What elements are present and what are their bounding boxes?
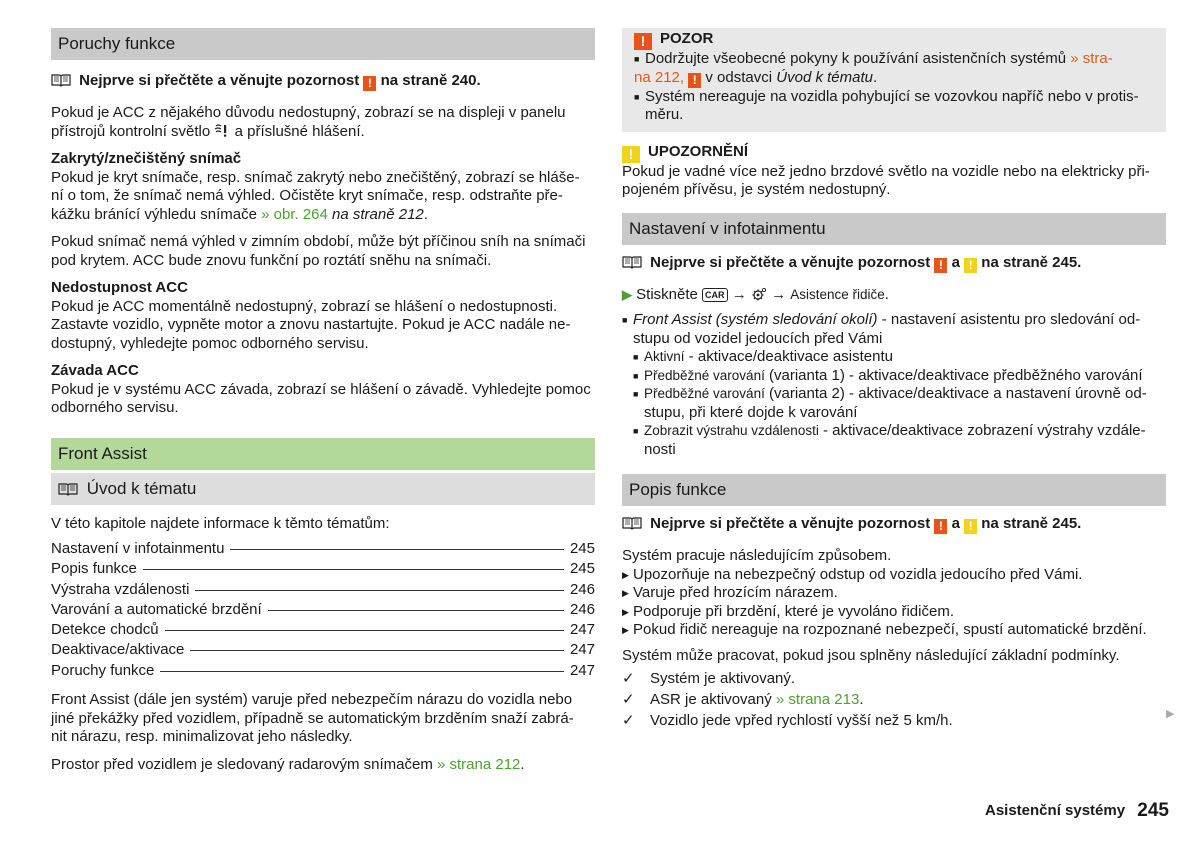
read-first-text: Nejprve si přečtěte a věnujte pozornost xyxy=(650,515,931,532)
zakryty-paragraph xyxy=(51,169,595,225)
prostor-text: Prostor před vozidlem je sledovaný radarovým snímačem xyxy=(51,755,433,773)
nedostupnost-paragraph xyxy=(51,298,595,354)
conjunction: a xyxy=(951,253,960,271)
zavada-paragraph xyxy=(51,381,595,418)
toc-row[interactable] xyxy=(51,540,595,560)
read-first-page: na straně 245. xyxy=(981,253,1082,271)
square-bullet: ■ xyxy=(633,426,639,436)
table-of-contents xyxy=(51,540,595,682)
zavada-line-1: Pokud je v systému ACC závada, zobrazí se hlášení o závadě. Vyhledejte pomoc xyxy=(51,380,591,398)
zavada-heading: Závada ACC xyxy=(51,362,139,379)
footer-section-title: Asistenční systémy xyxy=(985,802,1126,819)
submenu-item[interactable]: Předběžné varování xyxy=(644,386,765,401)
square-bullet: ■ xyxy=(634,54,640,64)
condition-text: ASR je aktivovaný xyxy=(650,691,772,708)
toc-leader xyxy=(268,610,564,611)
book-icon xyxy=(622,255,642,269)
square-bullet: ■ xyxy=(633,370,639,381)
snih-line-1: Pokud snímač nemá výhled v zimním období, může být příčinou sníh na snímači xyxy=(51,233,586,250)
toc-leader xyxy=(190,650,564,651)
toc-label: Poruchy funkce xyxy=(51,661,155,679)
toc-page: 246 xyxy=(569,600,595,618)
read-first-note xyxy=(51,72,595,91)
toc-label: Popis funkce xyxy=(51,560,137,578)
period: . xyxy=(520,755,525,773)
step-text: Stiskněte xyxy=(636,285,698,303)
section-header-popis: Popis funkce xyxy=(622,474,1166,506)
toc-row[interactable] xyxy=(51,662,595,682)
intro-line-2-end: a příslušné hlášení. xyxy=(234,122,365,140)
period: . xyxy=(884,285,889,303)
toc-leader xyxy=(165,630,564,631)
read-first-text: Nejprve si přečtěte a věnujte pozornost xyxy=(650,253,931,271)
page-link[interactable]: » stra- xyxy=(1070,50,1113,67)
condition-item xyxy=(622,710,1166,731)
popis-item-text: Pokud řidič nereaguje na rozpoznané nebezpečí, spustí automatické brzdění. xyxy=(633,621,1147,638)
zakryty-line-1: Pokud je kryt snímače, resp. snímač zakrytý nebo znečištěný, zobrazí se hláše- xyxy=(51,168,580,186)
caution-title-row xyxy=(622,143,1166,163)
toc-leader xyxy=(195,590,564,591)
warning-text: měru. xyxy=(645,106,684,123)
conjunction: a xyxy=(951,515,960,532)
check-icon: ✓ xyxy=(622,712,635,729)
condition-item xyxy=(622,689,1166,710)
warning-icon: ! xyxy=(688,73,701,88)
popis-item xyxy=(622,584,1166,603)
stisknete-step xyxy=(622,286,1166,305)
book-icon xyxy=(622,516,642,530)
snih-paragraph xyxy=(51,233,595,270)
toc-page: 247 xyxy=(569,661,595,679)
fa-line-2: jiné překážky před vozidlem, případně se automatickým brzděním snaží zabrá- xyxy=(51,709,574,727)
warning-icon: ! xyxy=(363,76,376,91)
zakryty-line-2: ní o tom, že snímač nemá výhled. Očistěte kryt snímače, resp. odstraňte pře- xyxy=(51,187,563,204)
intro-paragraph xyxy=(51,104,595,141)
warning-icon: ! xyxy=(934,258,947,273)
toc-intro: V této kapitole najdete informace k těmto tématům: xyxy=(51,514,390,532)
menu-item-desc: - nastavení asistentu pro sledování od- xyxy=(877,311,1141,328)
fa-line-3: nit nárazu, resp. minimalizovat jeho následky. xyxy=(51,728,353,746)
left-column xyxy=(51,28,595,774)
page-link[interactable]: » strana 213 xyxy=(775,691,860,708)
page-number: 245 xyxy=(1137,800,1169,821)
condition-item xyxy=(622,668,1166,689)
toc-row[interactable] xyxy=(51,641,595,661)
toc-row[interactable] xyxy=(51,560,595,580)
prostor-paragraph xyxy=(51,756,595,775)
caution-line-1: Pokud je vadné více než jedno brzdové světlo na vozidle nebo na elektricky při- xyxy=(622,162,1150,180)
section-header-poruchy: Poruchy funkce xyxy=(51,28,595,60)
toc-label: Výstraha vzdálenosti xyxy=(51,580,190,598)
read-first-text: Nejprve si přečtěte a věnujte pozornost xyxy=(79,72,360,89)
submenu-zobrazit xyxy=(622,422,1166,459)
condition-text: Vozidlo jede vpřed rychlostí vyšší než 5 km/h. xyxy=(650,712,953,729)
submenu-desc: - aktivace/deaktivace asistentu xyxy=(684,348,893,365)
front-assist-menu-item xyxy=(622,311,1166,348)
submenu-aktivni xyxy=(622,348,1166,367)
section-header-nastaveni: Nastavení v infotainmentu xyxy=(622,213,1166,245)
warning-text: v odstavci xyxy=(705,68,773,86)
toc-leader xyxy=(160,671,564,672)
uvod-title: Úvod k tématu xyxy=(86,478,197,498)
read-first-note xyxy=(622,254,1166,273)
warning-bullet-1 xyxy=(634,50,1152,88)
toc-leader xyxy=(230,549,564,550)
triangle-bullet: ▶ xyxy=(622,625,629,635)
warning-text: Dodržujte všeobecné pokyny k používání asistenčních systémů xyxy=(645,50,1067,67)
warning-title-row xyxy=(634,30,1152,50)
acc-warning-lamp-icon xyxy=(214,124,230,138)
submenu-item[interactable]: Aktivní xyxy=(644,349,685,364)
page-link[interactable]: » strana 212 xyxy=(437,755,521,773)
section-header-front-assist: Front Assist xyxy=(51,438,595,470)
period: . xyxy=(859,691,864,708)
warning-icon: ! xyxy=(634,33,652,50)
toc-page: 247 xyxy=(569,641,595,659)
submenu-item[interactable]: Zobrazit výstrahu vzdálenosti xyxy=(644,423,819,438)
page-link[interactable]: na 212, xyxy=(634,68,685,86)
figure-link[interactable]: » obr. 264 xyxy=(261,205,328,223)
page-footer xyxy=(985,802,1169,821)
period: . xyxy=(423,205,428,223)
check-icon: ✓ xyxy=(622,691,635,708)
popis-intro: Systém pracuje následujícím způsobem. xyxy=(622,547,892,564)
right-column xyxy=(622,28,1166,731)
submenu-desc: (varianta 2) - aktivace/deaktivace a nastavení úrovně od- xyxy=(764,385,1147,402)
triangle-bullet: ▶ xyxy=(622,606,629,617)
car-button-icon: CAR xyxy=(702,288,728,302)
triangle-bullet: ▶ xyxy=(622,588,629,598)
continue-arrow-icon: ▶ xyxy=(1166,708,1175,720)
nedost-line-1: Pokud je ACC momentálně nedostupný, zobrazí se hlášení o nedostupnosti. xyxy=(51,297,558,315)
nedost-line-3: dostupný, vyhledejte pomoc odborného servisu. xyxy=(51,334,369,352)
snih-line-2: pod krytem. ACC bude znovu funkční po roztátí sněhu na snímači. xyxy=(51,251,492,269)
caution-icon: ! xyxy=(964,258,977,273)
caution-title: UPOZORNĚNÍ xyxy=(648,142,749,160)
check-icon: ✓ xyxy=(622,670,635,687)
square-bullet: ■ xyxy=(633,389,639,399)
toc-label: Varování a automatické brzdění xyxy=(51,600,262,618)
toc-page: 246 xyxy=(569,580,595,598)
caution-icon: ! xyxy=(964,519,977,534)
toc-leader xyxy=(143,569,564,570)
zavada-line-2: odborného servisu. xyxy=(51,399,179,416)
submenu-desc: stupu, při které dojde k varování xyxy=(644,403,858,421)
popis-item xyxy=(622,603,1166,622)
submenu-desc: (varianta 1) - aktivace/deaktivace předběžného varování xyxy=(764,366,1143,384)
book-icon xyxy=(58,482,78,496)
zakryty-line-3: kážku bránící výhledu snímače xyxy=(51,205,257,223)
warning-text: Systém nereaguje na vozidla pohybující se vozovkou napříč nebo v protis- xyxy=(645,87,1139,105)
step-arrow-icon: ▶ xyxy=(622,286,632,302)
submenu-item[interactable]: Předběžné varování xyxy=(644,367,765,383)
square-bullet: ■ xyxy=(622,315,628,325)
toc-row[interactable] xyxy=(51,601,595,621)
warning-icon: ! xyxy=(934,519,947,534)
book-icon xyxy=(51,73,71,87)
read-first-page: na straně 245. xyxy=(981,515,1082,532)
square-bullet: ■ xyxy=(634,91,640,102)
toc-page: 247 xyxy=(569,621,595,639)
popis-item-text: Upozorňuje na nebezpečný odstup od vozidla jedoucího před Vámi. xyxy=(633,565,1083,583)
toc-label: Nastavení v infotainmentu xyxy=(51,540,225,557)
read-first-note xyxy=(622,515,1166,534)
nedost-line-2: Zastavte vozidlo, vypněte motor a znovu nastartujte. Pokud je ACC nadále ne- xyxy=(51,316,571,333)
warning-box xyxy=(622,28,1166,132)
front-assist-paragraph xyxy=(51,691,595,747)
caution-line-2: pojeném přívěsu, je systém nedostupný. xyxy=(622,181,891,198)
page-reference: na straně 212 xyxy=(332,205,424,223)
intro-line-2: přístrojů kontrolní světlo xyxy=(51,122,211,140)
period: . xyxy=(872,68,878,86)
submenu-predbezne-1 xyxy=(622,367,1166,386)
toc-page: 245 xyxy=(569,560,595,578)
toc-row[interactable] xyxy=(51,581,595,601)
toc-label: Detekce chodců xyxy=(51,621,159,639)
popis-item xyxy=(622,566,1166,585)
zakryty-heading: Zakrytý/znečištěný snímač xyxy=(51,150,242,167)
arrow: → xyxy=(731,285,747,303)
menu-item-desc: stupu od vozidel jedoucích před Vámi xyxy=(633,329,883,347)
popis-item-text: Varuje před hrozícím nárazem. xyxy=(633,584,838,601)
toc-label: Deaktivace/aktivace xyxy=(51,641,185,659)
popis-item xyxy=(622,621,1166,640)
submenu-desc: nosti xyxy=(644,440,676,458)
submenu-desc: - aktivace/deaktivace zobrazení výstrahy vzdále- xyxy=(818,422,1146,439)
condition-text: Systém je aktivovaný. xyxy=(650,670,796,687)
fa-line-1: Front Assist (dále jen systém) varuje před nebezpečím nárazu do vozidla nebo xyxy=(51,691,573,709)
caution-paragraph xyxy=(622,163,1166,200)
toc-row[interactable] xyxy=(51,621,595,641)
triangle-bullet: ▶ xyxy=(622,569,629,580)
nedostupnost-heading: Nedostupnost ACC xyxy=(51,279,188,296)
warning-title: POZOR xyxy=(660,30,714,47)
intro-line-1: Pokud je ACC z nějakého důvodu nedostupný, zobrazí se na displeji v panelu xyxy=(51,104,566,121)
menu-item-front-assist[interactable]: Front Assist (systém sledování okolí) xyxy=(633,311,878,328)
toc-page: 245 xyxy=(569,540,595,557)
square-bullet: ■ xyxy=(633,352,639,362)
conditions-intro: Systém může pracovat, pokud jsou splněny následující základní podmínky. xyxy=(622,646,1120,664)
popis-item-text: Podporuje při brzdění, které je vyvoláno řidičem. xyxy=(633,602,954,620)
submenu-predbezne-2 xyxy=(622,385,1166,422)
arrow: → xyxy=(771,285,787,303)
settings-gear-icon xyxy=(751,287,767,301)
subsection-header-uvod xyxy=(51,473,595,505)
menu-item-asistence[interactable]: Asistence řidiče xyxy=(790,286,885,302)
read-first-page: na straně 240. xyxy=(380,72,481,89)
warning-bullet-2 xyxy=(634,88,1152,125)
section-reference: Úvod k tématu xyxy=(776,68,873,86)
caution-icon: ! xyxy=(622,146,640,163)
